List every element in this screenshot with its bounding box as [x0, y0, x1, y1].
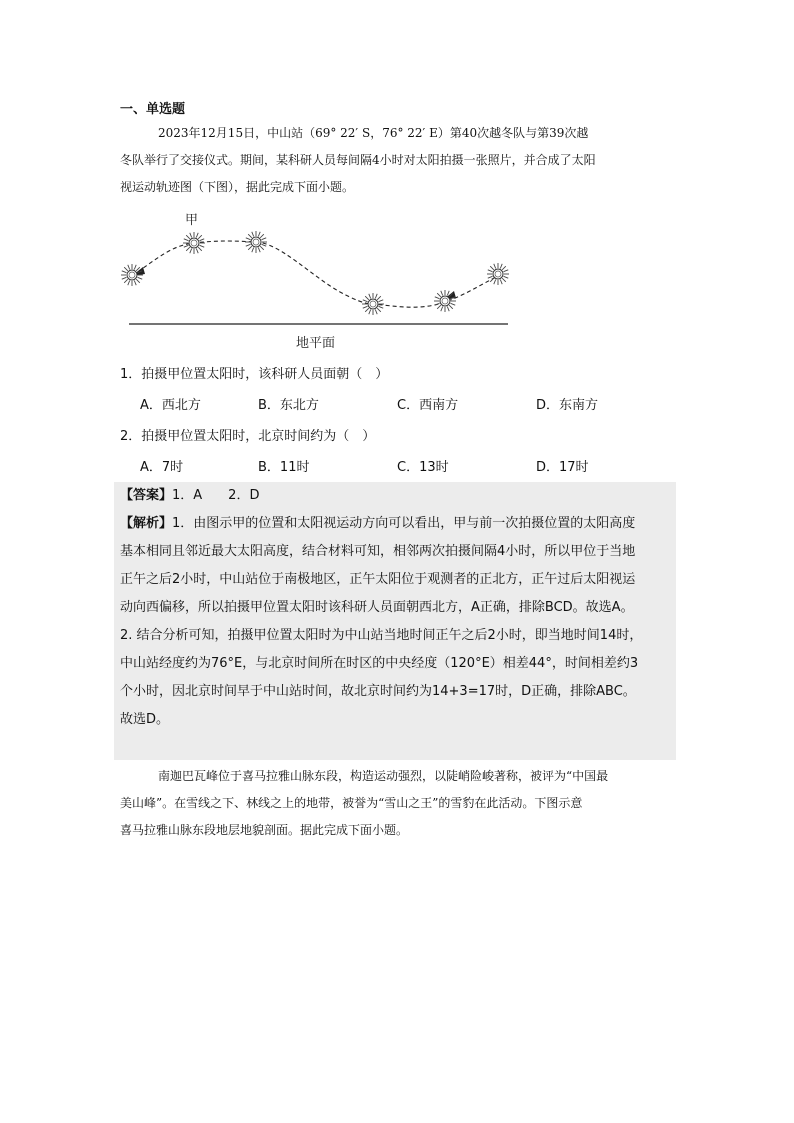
analysis-text: 动向西偏移，所以拍摄甲位置太阳时该科研人员面朝西北方，A正确，排除BCD。故选A。 [120, 600, 634, 615]
analysis-text: 2. 结合分析可知，拍摄甲位置太阳时为中山站当地时间正午之后2小时，即当地时间14时， [120, 628, 643, 643]
next-intro-line: 南迦巴瓦峰位于喜马拉雅山脉东段，构造运动强烈，以陡峭险峻著称，被评为“中国最 [158, 769, 609, 783]
question-1-stem: 1．拍摄甲位置太阳时，该科研人员面朝（ ） [120, 367, 389, 382]
analysis-tag: 【解析】 [120, 516, 173, 531]
intro-paragraph [120, 120, 680, 201]
sun-icon [434, 290, 456, 312]
q1-option-c[interactable]: C．西南方 [397, 398, 459, 413]
section-title: 一、单选题 [120, 102, 186, 117]
q2-option-c[interactable]: C．13时 [397, 460, 449, 475]
analysis-text: 个小时，因北京时间早于中山站时间，故北京时间约为14+3=17时，D正确，排除ABC。 [120, 684, 636, 699]
intro-line: 2023年12月15日，中山站（69° 22′ S，76° 22′ E）第40次越冬队与第39次越 [158, 126, 589, 140]
question-2-stem: 2．拍摄甲位置太阳时，北京时间约为（ ） [120, 429, 376, 444]
q1-option-d[interactable]: D．东南方 [536, 398, 599, 413]
q2-option-b[interactable]: B．11时 [258, 460, 310, 475]
next-intro-line: 喜马拉雅山脉东段地层地貌剖面。据此完成下面小题。 [120, 823, 409, 837]
analysis-text: 正午之后2小时，中山站位于南极地区，正午太阳位于观测者的正北方，正午过后太阳视运 [120, 572, 636, 587]
sun-icon [121, 264, 143, 286]
sun-icon-jia [183, 232, 205, 254]
answer-line [120, 482, 676, 510]
analysis-text: 故选D。 [120, 712, 170, 727]
answer-block [120, 482, 676, 734]
sun-icon [362, 293, 384, 315]
sun-icon [487, 263, 509, 285]
next-intro-line: 美山峰”。在雪线之下、林线之上的地带，被誉为“雪山之王”的雪豹在此活动。下图示意 [120, 796, 583, 810]
label-jia: 甲 [185, 213, 199, 228]
sun-icon [245, 231, 267, 253]
intro-line: 冬队举行了交接仪式。期间，某科研人员每间隔4小时对太阳拍摄一张照片，并合成了太阳 [120, 153, 596, 167]
analysis-text: 基本相同且邻近最大太阳高度，结合材料可知，相邻两次拍摄间隔4小时，所以甲位于当地 [120, 544, 636, 559]
q2-option-a[interactable]: A．7时 [140, 460, 184, 475]
sun-path-figure [110, 205, 530, 355]
next-intro-paragraph [120, 763, 680, 844]
analysis-text: 中山站经度约为76°E，与北京时间所在时区的中央经度（120°E）相差44°，时间相差约3 [120, 656, 639, 671]
analysis-text: 1．由图示甲的位置和太阳视运动方向可以看出，甲与前一次拍摄位置的太阳高度 [172, 516, 636, 531]
answer-text: 1．A 2．D [172, 488, 260, 503]
q1-option-b[interactable]: B．东北方 [258, 398, 319, 413]
label-horizon: 地平面 [296, 336, 336, 351]
intro-line: 视运动轨迹图（下图），据此完成下面小题。 [120, 180, 355, 194]
q1-option-a[interactable]: A．西北方 [140, 398, 201, 413]
answer-tag: 【答案】 [120, 488, 173, 503]
q2-option-d[interactable]: D．17时 [536, 460, 589, 475]
analysis-line [120, 510, 676, 538]
